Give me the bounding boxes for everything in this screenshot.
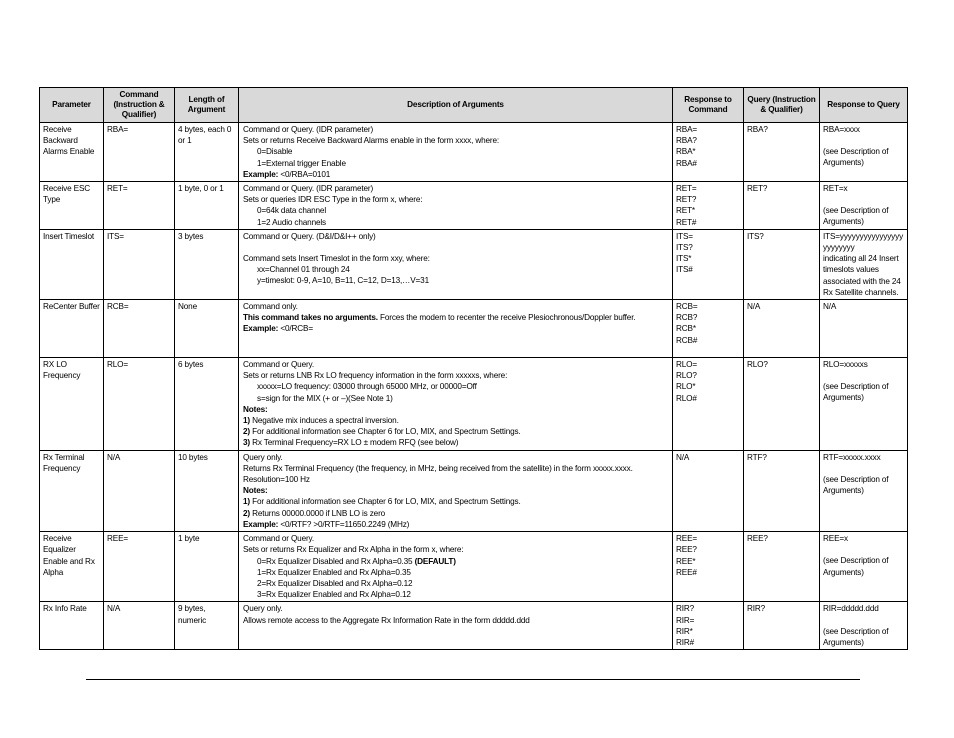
cell-text-line	[243, 415, 669, 426]
cell-text-line: N/A	[676, 452, 690, 462]
response-cell	[673, 182, 744, 230]
cell-text-line: 1=External trigger Enable	[257, 158, 346, 168]
cell-text-line: RBA?	[676, 136, 697, 146]
cell-text-line	[243, 323, 669, 334]
cell-text-line: 3)	[243, 438, 250, 448]
cell-text-line: Notes:	[243, 404, 268, 414]
header-command: Command (Instruction & Qualifier)	[104, 88, 175, 123]
description-cell	[239, 300, 673, 358]
table-row	[40, 358, 908, 451]
cell-text-line: 0=Disable	[257, 147, 293, 157]
cell-text-line: Resolution=100 Hz	[243, 475, 310, 485]
description-cell	[239, 450, 673, 531]
parameter-cell: RX LO Frequency	[40, 358, 104, 451]
cell-text-line: (DEFAULT)	[414, 556, 456, 566]
length-cell: 10 bytes	[175, 450, 239, 531]
cell-text-line	[243, 169, 669, 180]
cell-text-line: Query only.	[243, 604, 283, 614]
table-row	[40, 450, 908, 531]
cell-text-line: Forces the modem to recenter the receive Plesiochronous/Doppler buffer.	[377, 313, 636, 323]
table-row	[40, 602, 908, 650]
cell-text-line	[823, 194, 904, 205]
cell-text-line: 1=Rx Equalizer Enabled and Rx Alpha=0.35	[257, 567, 411, 577]
cell-text-line: 3=Rx Equalizer Enabled and Rx Alpha=0.12	[257, 590, 411, 600]
cell-text-line: RET=	[676, 184, 697, 194]
cell-text-line: (see Description of Arguments)	[823, 556, 889, 577]
cell-text-line: ITS=yyyyyyyyyyyyyyyyyyyyyyyy	[823, 231, 904, 253]
cell-text-line: RIR=ddddd.ddd	[823, 604, 879, 614]
cell-text-line: Sets or returns Rx Equalizer and Rx Alpha in the form x, where:	[243, 545, 464, 555]
table-row	[40, 229, 908, 299]
description-cell	[239, 358, 673, 451]
cell-text-line: RLO=	[676, 360, 698, 370]
cell-text-line: For additional information see Chapter 6 for LO, MIX, and Spectrum Settings.	[249, 427, 521, 437]
cell-text-line: Command sets Insert Timeslot in the form xxy, where:	[243, 254, 430, 264]
cell-text-line: RLO=xxxxxs	[823, 360, 868, 370]
cell-text-line: 0=64k data channel	[257, 206, 327, 216]
cell-text-line: indicating all 24 Insert timeslots values associated with the 24 Rx Satellite channels.	[823, 254, 901, 297]
query-cell: RBA?	[744, 123, 820, 182]
cell-text-line	[243, 508, 669, 519]
cell-text-line: 1)	[243, 416, 250, 426]
response-cell	[673, 123, 744, 182]
parameter-cell: Rx Info Rate	[40, 602, 104, 650]
cell-text-line: Query only.	[243, 452, 283, 462]
cell-text-line: REE=x	[823, 534, 848, 544]
cell-text-line: RLO*	[676, 382, 696, 392]
cell-text-line: RCB*	[676, 324, 696, 334]
cell-text-line: REE?	[676, 545, 697, 555]
command-cell: RLO=	[104, 358, 175, 451]
command-cell: ITS=	[104, 229, 175, 299]
cell-text-line: Sets or returns LNB Rx LO frequency information in the form xxxxxs, where:	[243, 371, 508, 381]
cell-text-line: RET#	[676, 217, 697, 227]
query-cell: RIR?	[744, 602, 820, 650]
cell-text-line: s=sign for the MIX (+ or –)(See Note 1)	[257, 393, 393, 403]
query-response-cell	[820, 229, 908, 299]
response-cell	[673, 358, 744, 451]
cell-text-line: RIR#	[676, 637, 695, 647]
cell-text-line: Command or Query. (IDR parameter)	[243, 184, 374, 194]
cell-text-line	[823, 544, 904, 555]
cell-text-line: RBA=xxxx	[823, 125, 860, 134]
cell-text-line: Sets or queries IDR ESC Type in the form x, where:	[243, 195, 423, 205]
cell-text-line: (see Description of Arguments)	[823, 626, 889, 647]
query-response-cell	[820, 450, 908, 531]
response-cell	[673, 602, 744, 650]
query-response-cell	[820, 532, 908, 602]
cell-text-line: RIR?	[676, 604, 695, 614]
query-cell: N/A	[744, 300, 820, 358]
query-cell: RTF?	[744, 450, 820, 531]
cell-text-line: Notes:	[243, 486, 268, 496]
cell-text-line: RLO?	[676, 371, 697, 381]
cell-text-line	[243, 437, 669, 448]
table-row	[40, 532, 908, 602]
command-cell: RET=	[104, 182, 175, 230]
description-cell	[239, 123, 673, 182]
parameter-cell: Rx Terminal Frequency	[40, 450, 104, 531]
cell-text-line: Rx Terminal Frequency=RX LO ± modem RFQ (see below)	[249, 438, 459, 448]
cell-text-line: RBA*	[676, 147, 696, 157]
cell-text-line: (see Description of Arguments)	[823, 206, 889, 227]
cell-text-line: Command or Query.	[243, 534, 315, 544]
header-query: Query (Instruction & Qualifier)	[744, 88, 820, 123]
cell-text-line	[243, 556, 669, 567]
cell-text-line: ITS#	[676, 265, 693, 275]
cell-text-line: Command or Query. (D&I/D&I++ only)	[243, 231, 376, 241]
description-cell	[239, 182, 673, 230]
cell-text-line: RLO#	[676, 393, 697, 403]
cell-text-line	[823, 370, 904, 381]
description-cell	[239, 229, 673, 299]
cell-text-line: RCB=	[676, 302, 698, 312]
cell-text-line: <0/RBA=0101	[278, 169, 331, 179]
query-response-cell	[820, 358, 908, 451]
cell-text-line: This command takes no arguments.	[243, 313, 378, 323]
query-response-cell	[820, 123, 908, 182]
cell-text-line: RET?	[676, 195, 697, 205]
length-cell: 1 byte, 0 or 1	[175, 182, 239, 230]
cell-text-line: 1)	[243, 497, 250, 507]
cell-text-line: RCB?	[676, 313, 698, 323]
response-cell	[673, 450, 744, 531]
cell-text-line: Example:	[243, 169, 279, 179]
cell-text-line: <0/RTF? >0/RTF=11650.2249 (MHz)	[278, 519, 410, 529]
cell-text-line: 2)	[243, 508, 250, 518]
cell-text-line: For additional information see Chapter 6 for LO, MIX, and Spectrum Settings.	[249, 497, 521, 507]
command-cell: N/A	[104, 602, 175, 650]
cell-text-line: RIR=	[676, 615, 695, 625]
description-cell	[239, 532, 673, 602]
cell-text-line	[243, 519, 669, 530]
cell-text-line: Example:	[243, 519, 279, 529]
cell-text-line: RTF=xxxxx.xxxx	[823, 452, 881, 462]
header-parameter: Parameter	[40, 88, 104, 123]
parameter-cell: Receive Equalizer Enable and Rx Alpha	[40, 532, 104, 602]
parameter-cell: ReCenter Buffer	[40, 300, 104, 358]
cell-text-line: Command or Query.	[243, 360, 315, 370]
query-response-cell	[820, 602, 908, 650]
command-cell: RBA=	[104, 123, 175, 182]
cell-text-line: ITS=	[676, 231, 693, 241]
cell-text-line: <0/RCB=	[278, 324, 313, 334]
cell-text-line: (see Description of Arguments)	[823, 474, 889, 496]
query-response-cell	[820, 182, 908, 230]
cell-text-line: Allows remote access to the Aggregate Rx Information Rate in the form ddddd.ddd	[243, 615, 530, 625]
header-description: Description of Arguments	[239, 88, 673, 123]
query-cell: RLO?	[744, 358, 820, 451]
footer-rule	[86, 679, 860, 680]
cell-text-line: RCB#	[676, 335, 698, 345]
response-cell	[673, 532, 744, 602]
cell-text-line: RBA=	[676, 125, 698, 134]
cell-text-line	[243, 496, 669, 507]
length-cell: 9 bytes, numeric	[175, 602, 239, 650]
length-cell: None	[175, 300, 239, 358]
cell-text-line: Returns Rx Terminal Frequency (the frequency, in MHz, being received from the satellite) in the form xxxxx.xxxx.	[243, 463, 633, 473]
description-cell	[239, 602, 673, 650]
length-cell: 4 bytes, each 0 or 1	[175, 123, 239, 182]
remote-command-table	[39, 87, 908, 650]
cell-text-line: REE=	[676, 534, 698, 544]
cell-text-line: N/A	[823, 302, 837, 312]
cell-text-line: Command only.	[243, 302, 298, 312]
command-cell: N/A	[104, 450, 175, 531]
cell-text-line: Command or Query. (IDR parameter)	[243, 125, 374, 134]
query-cell: REE?	[744, 532, 820, 602]
table-row	[40, 182, 908, 230]
header-row	[40, 88, 908, 123]
cell-text-line: Example:	[243, 324, 279, 334]
cell-text-line	[823, 135, 904, 146]
header-length: Length of Argument	[175, 88, 239, 123]
cell-text-line: xx=Channel 01 through 24	[257, 265, 350, 275]
cell-text-line	[243, 312, 669, 323]
cell-text-line: RET=x	[823, 184, 848, 194]
cell-text-line: (see Description of Arguments)	[823, 382, 889, 403]
query-cell: ITS?	[744, 229, 820, 299]
length-cell: 1 byte	[175, 532, 239, 602]
cell-text-line: Returns 00000.0000 if LNB LO is zero	[249, 508, 386, 518]
header-response: Response to Command	[673, 88, 744, 123]
cell-text-line: REE*	[676, 556, 696, 566]
header-query-response: Response to Query	[820, 88, 908, 123]
query-cell: RET?	[744, 182, 820, 230]
parameter-cell: Receive Backward Alarms Enable	[40, 123, 104, 182]
command-cell: REE=	[104, 532, 175, 602]
cell-text-line: 1=2 Audio channels	[257, 217, 327, 227]
cell-text-line: Sets or returns Receive Backward Alarms enable in the form xxxx, where:	[243, 136, 500, 146]
cell-text-line	[823, 463, 904, 474]
cell-text-line: y=timeslot: 0-9, A=10, B=11, C=12, D=13,…V=31	[257, 276, 429, 286]
cell-text-line	[243, 426, 669, 437]
cell-text-line: ITS?	[676, 243, 693, 253]
cell-text-line	[243, 242, 669, 253]
cell-text-line: RET*	[676, 206, 695, 216]
cell-text-line	[823, 615, 904, 626]
response-cell	[673, 229, 744, 299]
response-cell	[673, 300, 744, 358]
cell-text-line: 2=Rx Equalizer Disabled and Rx Alpha=0.12	[257, 578, 413, 588]
cell-text-line: RIR*	[676, 626, 693, 636]
cell-text-line: ITS*	[676, 254, 692, 264]
cell-text-line: REE#	[676, 567, 697, 577]
cell-text-line: Negative mix induces a spectral inversion.	[249, 416, 399, 426]
parameter-cell: Receive ESC Type	[40, 182, 104, 230]
length-cell: 3 bytes	[175, 229, 239, 299]
query-response-cell	[820, 300, 908, 358]
parameter-cell: Insert Timeslot	[40, 229, 104, 299]
table-row	[40, 300, 908, 358]
cell-text-line: 2)	[243, 427, 250, 437]
cell-text-line: xxxxx=LO frequency: 03000 through 65000 MHz, or 00000=Off	[257, 382, 477, 392]
length-cell: 6 bytes	[175, 358, 239, 451]
cell-text-line: (see Description of Arguments)	[823, 147, 889, 168]
table-row	[40, 123, 908, 182]
cell-text-line: RBA#	[676, 158, 697, 168]
command-cell: RCB=	[104, 300, 175, 358]
cell-text-line: 0=Rx Equalizer Disabled and Rx Alpha=0.35	[257, 556, 415, 566]
